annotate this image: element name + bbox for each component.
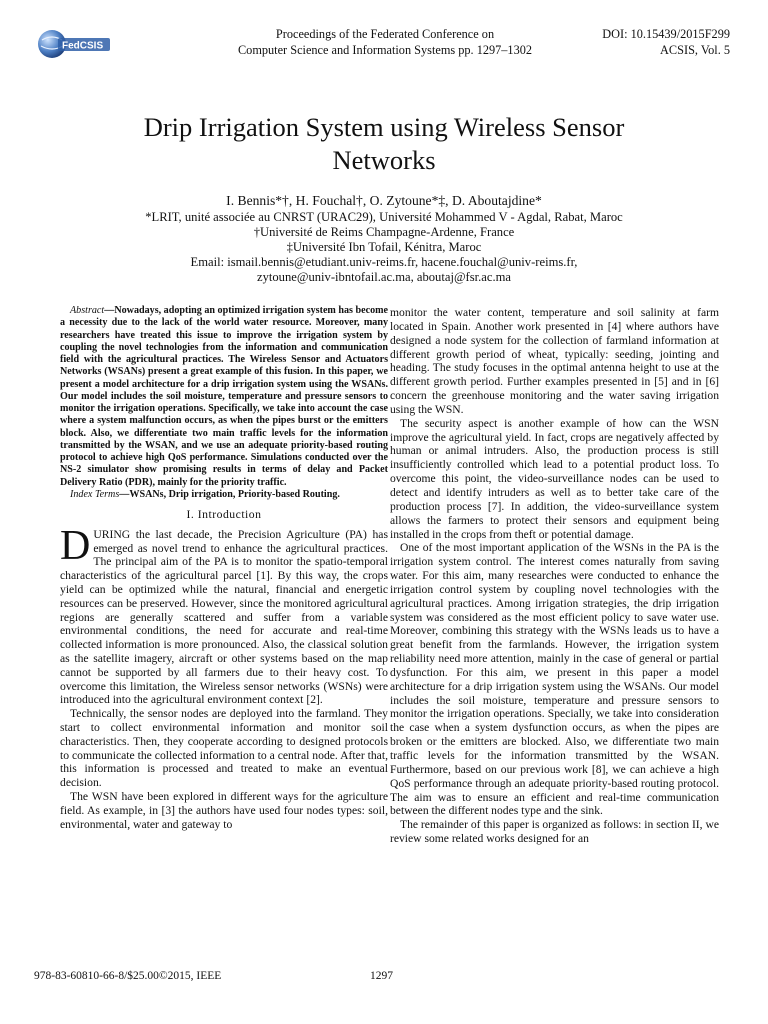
conference-line-2: Computer Science and Information Systems pp. 1297–1302 (237, 43, 533, 57)
paper-title (60, 111, 708, 177)
right-paragraph-3: One of the most important application of the WSNs in the PA is the irrigation system control. The interest comes naturally from saving water. For this aim, many researches were conducted to enhance the irrigation control system by coupling novel technologies with the agricultural practices. Among irrigation strategies, the drip irrigation system was considered as the most efficient policy to save water use. Moreover, combining this strategy with the WSNs leads us to have a great benefit from the farmlands. However, the irrigation system reliability need more attention, mainly in the case of general or partial dysfunction. For this aim, we present in this paper a model architecture for a drip irrigation system using the WSANs. Our model includes the soil moisture, temperature and pressure sensors to monitor the irrigation operations. Specially, we take into consideration the case when a system dysfunction occurs, as when the pipes are broken or the emitters are blocked. Also, we differentiate two main traffic levels for the information transmitted by the WSAN. Furthermore, based on our previous work [8], we can achieve a high QoS performance through an adequate priority-based routing protocol. The aim was to ensure an efficient and real-time communication between the different nodes type and the sink. (390, 541, 719, 818)
page-number: 1297 (370, 970, 393, 982)
logo-text: FedCSIS (62, 40, 104, 52)
affiliation-1: *LRIT, unité associée au CNRST (URAC29), Université Mohammed V - Agdal, Rabat, Maroc (145, 210, 623, 224)
author-block (60, 193, 708, 285)
conference-info (190, 26, 580, 58)
affiliation-2: †Université de Reims Champagne-Ardenne, France (253, 225, 515, 239)
intro-paragraph-1 (60, 522, 388, 707)
abstract-text: —Nowadays, adopting an optimized irrigation system has become a necessity due to the lack of the world water resource. Moreover, many researchers have treated this issue to improve the irrigation system by coupling the novel technologies from the information and communication field with the agricultural practices. The Wireless Sensor and Actuators Networks (WSANs) present a great example of this fusion. In this paper, we present a model architecture for a drip irrigation system using the WSANs. Our model includes the soil moisture, temperature and pressure sensors to monitor the irrigation operations. Specifically, we take into account the case where a system malfunction occurs, as when the pipes burst or the emitters block. Also, we differentiate two main traffic levels for the information transmitted by the WSAN, and we use an adequate priority-based routing protocol to achieve high QoS performance. Simulations conducted over the NS-2 simulator show promising results in terms of delay and Packet Delivery Ratio (PDR), mainly for the priority traffic. (60, 305, 388, 488)
intro-paragraph-2: Technically, the sensor nodes are deployed into the farmland. They start to collect environmental information and monitor soil characteristics. Then, they cooperate according to designed protocols to communicate the collected information to a central node. After that, this information is processed and treated to make an eventual decision. (60, 707, 388, 790)
abstract-label: Abstract (70, 305, 105, 316)
index-terms-text: —WSANs, Drip irrigation, Priority-based Routing. (119, 488, 340, 500)
right-column (390, 306, 719, 846)
email-line-1: Email: ismail.bennis@etudiant.univ-reims.fr, hacene.fouchal@univ-reims.fr, (190, 255, 578, 269)
right-paragraph-4: The remainder of this paper is organized as follows: in section II, we review some related works designed for an (390, 818, 719, 846)
section-heading: I. Introduction (186, 508, 262, 521)
author-names: I. Bennis*†, H. Fouchal†, O. Zytoune*‡, D. Aboutajdine* (226, 193, 542, 208)
index-terms (60, 489, 388, 501)
abstract (60, 305, 388, 489)
title-line-1: Drip Irrigation System using Wireless Sensor (143, 112, 625, 142)
index-terms-label: Index Terms (70, 488, 120, 500)
footer-isbn: 978-83-60810-66-8/$25.00©2015, IEEE (34, 970, 222, 982)
drop-cap: D (60, 522, 91, 569)
doi-info (602, 26, 730, 58)
fedcsis-logo (36, 26, 112, 62)
email-line-2: zytoune@univ-ibntofail.ac.ma, aboutaj@fsr.ac.ma (257, 270, 511, 284)
left-column (60, 305, 388, 831)
title-line-2: Networks (332, 145, 436, 175)
intro-paragraph-1-text: URING the last decade, the Precision Agriculture (PA) has emerged as novel trend to enhance the agricultural practices. The principal aim of the PA is to monitor the spatio-temporal characteristics of the agricultural parcel [1]. By this way, the crops yield can be optimized while the natural, financial and energetic resources can be preserved. However, since the monitored agricultural regions are generally scattered and suffer from a variable environmental conditions, the need for accurate and real-time collected information is more pronounced. Also, the classical solution as the satellite imagery, aircraft or other systems based on the map cannot be supported by all farmers due to their heavy cost. To overcome this limitation, the Wireless sensor networks (WSNs) were introduced into the agricultural environment context [2]. (60, 527, 388, 707)
doi: DOI: 10.15439/2015F299 (602, 27, 730, 41)
intro-paragraph-3: The WSN have been explored in different ways for the agriculture field. As example, in [3] the authors have used four nodes types: soil, environmental, water and gateway to (60, 789, 388, 831)
affiliation-3: ‡Université Ibn Tofail, Kénitra, Maroc (286, 240, 482, 254)
right-paragraph-1: monitor the water content, temperature and soil salinity at farm located in Spain. Another work presented in [4] where authors have designed a node system for the collection of farmland information at different growth period of wheat, typically: seeding, jointing and heading. The study focuses in the optimal antenna height to use at the different growth period. Further examples presented in [5] and in [6] concern the greenhouse monitoring and the water saving irrigation using the WSN. (390, 306, 719, 416)
conference-line-1: Proceedings of the Federated Conference on (275, 27, 495, 41)
series: ACSIS, Vol. 5 (660, 43, 730, 57)
right-paragraph-2: The security aspect is another example of how can the WSN improve the agricultural yield. In fact, crops are negatively affected by human or animal intruders. Also, the production process is still insufficiently controlled which lead to a potential product loss. To overcome this point, the video-surveillance nodes can be used to detect and identify intruders as well as to better take care of the production process [7]. In addition, the video-surveillance system allows the farmers to protect their sensors and equipment being installed in the crops from theft or potential damage. (390, 416, 719, 541)
